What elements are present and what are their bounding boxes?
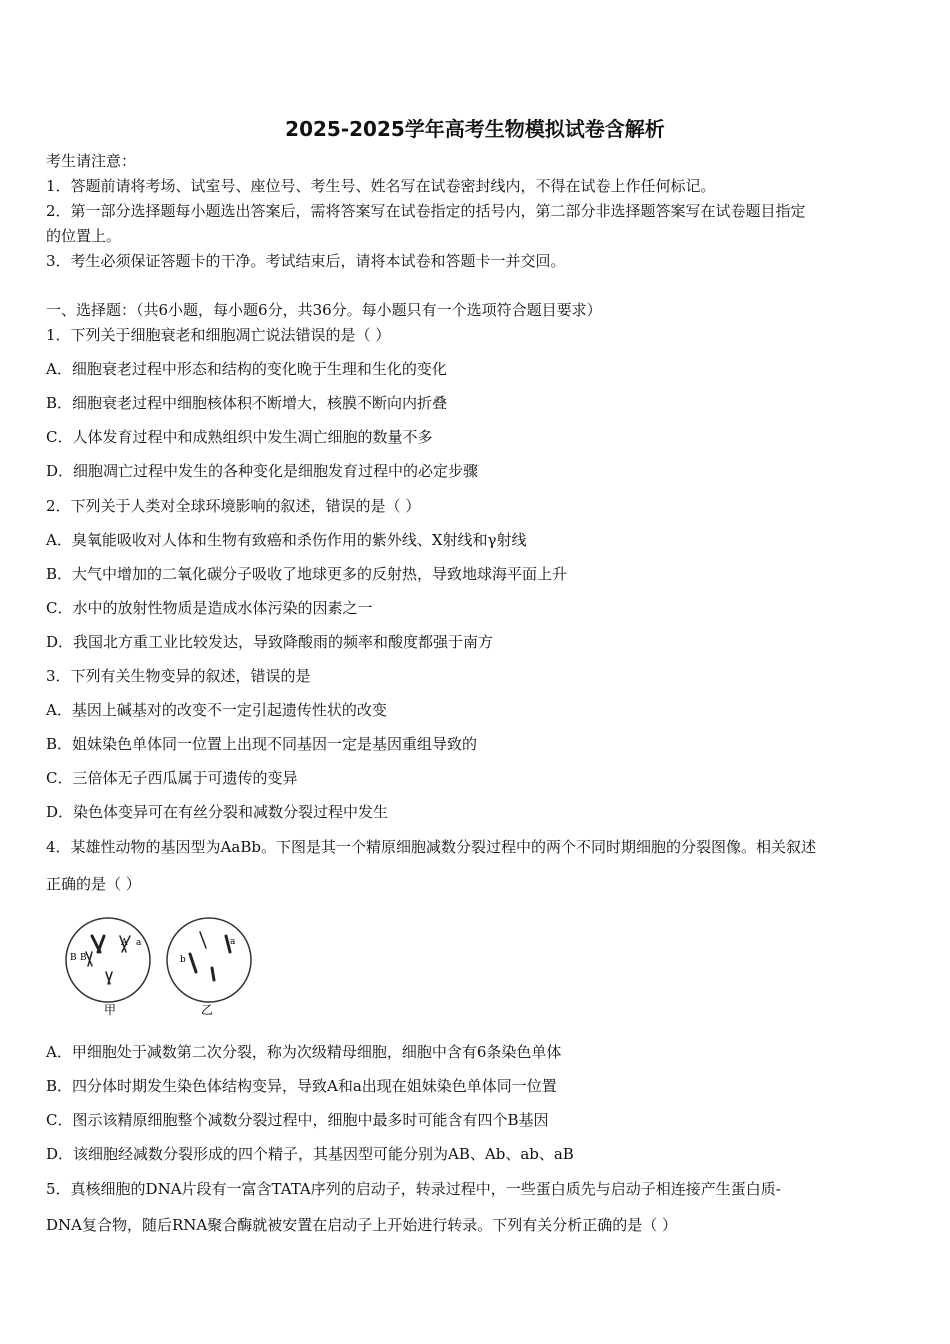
answer-option: B．四分体时期发生染色体结构变异，导致A和a出现在姐妹染色单体同一位置 [46, 1077, 557, 1095]
chromosomes-yi [190, 932, 230, 980]
page-title: 2025-2025学年高考生物模拟试卷含解析 [285, 117, 665, 141]
answer-option: C．人体发育过程中和成熟组织中发生凋亡细胞的数量不多 [46, 428, 433, 446]
answer-option: B．姐妹染色单体同一位置上出现不同基因一定是基因重组导致的 [46, 735, 478, 753]
gene-label-B: B [70, 953, 77, 963]
question-stem: 4．某雄性动物的基因型为AaBb。下图是其一个精原细胞减数分裂过程中的两个不同时期细胞的分裂图像。相关叙述 [46, 838, 816, 856]
section-heading: 一、选择题：（共6小题，每小题6分，共36分。每小题只有一个选项符合题目要求） [46, 301, 602, 319]
answer-option: A．臭氧能吸收对人体和生物有致癌和杀伤作用的紫外线、X射线和γ射线 [46, 531, 527, 549]
answer-option: C．图示该精原细胞整个减数分裂过程中，细胞中最多时可能含有四个B基因 [46, 1111, 549, 1129]
answer-option: D．染色体变异可在有丝分裂和减数分裂过程中发生 [46, 803, 389, 821]
notice-item: 1．答题前请将考场、试室号、座位号、考生号、姓名写在试卷密封线内，不得在试卷上作任何标记。 [46, 177, 716, 195]
answer-option: D．该细胞经减数分裂形成的四个精子，其基因型可能分别为AB、Ab、ab、aB [46, 1145, 574, 1163]
answer-option: B．大气中增加的二氧化碳分子吸收了地球更多的反射热，导致地球海平面上升 [46, 565, 568, 583]
cell-diagram [62, 914, 262, 1024]
answer-option: C．三倍体无子西瓜属于可遗传的变异 [46, 769, 298, 787]
gene-label-b: b [180, 955, 186, 965]
gene-label-A: A [121, 938, 128, 948]
figure-label-jia: 甲 [104, 1003, 117, 1017]
notice-item: 2．第一部分选择题每小题选出答案后，需将答案写在试卷指定的括号内，第二部分非选择题答案写在试卷题目指定 [46, 202, 806, 220]
figure-label-yi: 乙 [201, 1003, 214, 1017]
answer-option: D．我国北方重工业比较发达，导致降酸雨的频率和酸度都强于南方 [46, 633, 494, 651]
cell-division-figure [62, 914, 262, 1024]
question-stem: 5．真核细胞的DNA片段有一富含TATA序列的启动子，转录过程中，一些蛋白质先与启动子相连接产生蛋白质- [46, 1180, 781, 1198]
answer-option: D．细胞凋亡过程中发生的各种变化是细胞发育过程中的必定步骤 [46, 462, 479, 480]
answer-option: B．细胞衰老过程中细胞核体积不断增大，核膜不断向内折叠 [46, 394, 448, 412]
notice-item: 3．考生必须保证答题卡的干净。考试结束后，请将本试卷和答题卡一并交回。 [46, 252, 566, 270]
gene-label-a: a [136, 938, 142, 948]
question-stem: 2．下列关于人类对全球环境影响的叙述，错误的是（ ） [46, 497, 421, 515]
cell-jia-outline [66, 918, 150, 1002]
question-stem-cont: DNA复合物，随后RNA聚合酶就被安置在启动子上开始进行转录。下列有关分析正确的是（ ） [46, 1216, 678, 1234]
answer-option: C．水中的放射性物质是造成水体污染的因素之一 [46, 599, 373, 617]
answer-option: A．细胞衰老过程中形态和结构的变化晚于生理和生化的变化 [46, 360, 447, 378]
answer-option: A．甲细胞处于减数第二次分裂，称为次级精母细胞，细胞中含有6条染色单体 [46, 1043, 562, 1061]
notice-heading: 考生请注意： [46, 152, 137, 170]
gene-label-a: a [230, 937, 236, 947]
answer-option: A．基因上碱基对的改变不一定引起遗传性状的改变 [46, 701, 387, 719]
gene-label-B: B [80, 953, 87, 963]
notice-item: 的位置上。 [46, 227, 122, 245]
question-stem: 3．下列有关生物变异的叙述，错误的是 [46, 667, 311, 685]
question-stem: 1．下列关于细胞衰老和细胞凋亡说法错误的是（ ） [46, 326, 391, 344]
question-stem-cont: 正确的是（ ） [46, 875, 141, 893]
